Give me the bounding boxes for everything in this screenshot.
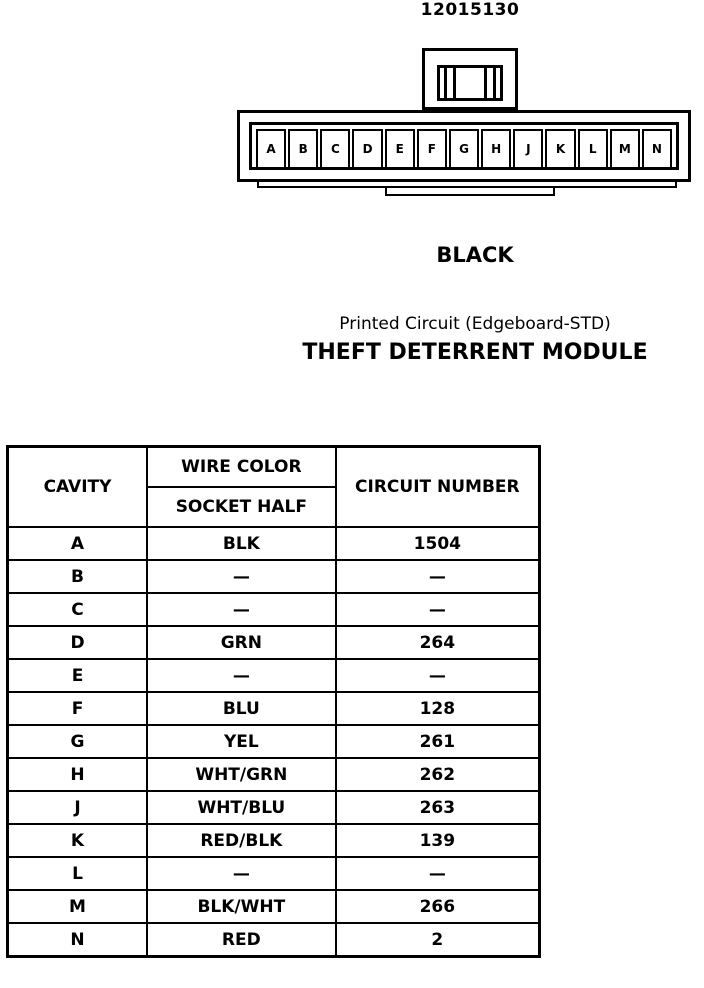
table-row bbox=[8, 758, 540, 791]
circuit-number-cell: 139 bbox=[336, 824, 540, 857]
wire-color-cell: — bbox=[147, 659, 336, 692]
wire-color-cell: WHT/GRN bbox=[147, 758, 336, 791]
table-row bbox=[8, 923, 540, 957]
circuit-number-cell: — bbox=[336, 857, 540, 890]
table-row bbox=[8, 824, 540, 857]
cavity-cell: E bbox=[8, 659, 148, 692]
header-cavity: CAVITY bbox=[8, 447, 148, 528]
cavity-label: N bbox=[642, 129, 672, 169]
cavity-label: B bbox=[288, 129, 318, 169]
circuit-number-cell: 262 bbox=[336, 758, 540, 791]
circuit-number-cell: 2 bbox=[336, 923, 540, 957]
connector-lock-tab bbox=[422, 48, 518, 110]
cavity-cell: D bbox=[8, 626, 148, 659]
cavity-label: G bbox=[449, 129, 479, 169]
circuit-number-cell: 1504 bbox=[336, 527, 540, 560]
component-title: THEFT DETERRENT MODULE bbox=[302, 340, 648, 365]
cavity-cell: B bbox=[8, 560, 148, 593]
table-row bbox=[8, 725, 540, 758]
wire-color-cell: — bbox=[147, 593, 336, 626]
table-row bbox=[8, 890, 540, 923]
table-row bbox=[8, 527, 540, 560]
header-row bbox=[8, 447, 540, 488]
cavity-cell: L bbox=[8, 857, 148, 890]
part-number: 12015130 bbox=[420, 0, 520, 20]
wire-color-cell: GRN bbox=[147, 626, 336, 659]
circuit-number-cell: — bbox=[336, 560, 540, 593]
cavity-cell: F bbox=[8, 692, 148, 725]
cavity-label: C bbox=[320, 129, 350, 169]
header-socket-half: SOCKET HALF bbox=[147, 487, 336, 527]
circuit-number-cell: 264 bbox=[336, 626, 540, 659]
cavity-label: H bbox=[481, 129, 511, 169]
table-row bbox=[8, 857, 540, 890]
circuit-number-cell: 261 bbox=[336, 725, 540, 758]
wire-color-cell: YEL bbox=[147, 725, 336, 758]
circuit-number-cell: — bbox=[336, 593, 540, 626]
cavity-label: K bbox=[545, 129, 575, 169]
cavity-cell: M bbox=[8, 890, 148, 923]
table-row bbox=[8, 791, 540, 824]
header-circuit-number: CIRCUIT NUMBER bbox=[336, 447, 540, 528]
cavity-label: L bbox=[578, 129, 608, 169]
wire-color-cell: BLK bbox=[147, 527, 336, 560]
table-row bbox=[8, 692, 540, 725]
pinout-table bbox=[6, 445, 541, 958]
cavity-cell: J bbox=[8, 791, 148, 824]
cavity-cell: G bbox=[8, 725, 148, 758]
cavity-label: F bbox=[417, 129, 447, 169]
table-row bbox=[8, 593, 540, 626]
wire-color-cell: — bbox=[147, 560, 336, 593]
cavity-row bbox=[256, 129, 672, 169]
cavity-label: E bbox=[385, 129, 415, 169]
wire-color-cell: RED/BLK bbox=[147, 824, 336, 857]
connector-color: BLACK bbox=[436, 243, 514, 267]
table-row bbox=[8, 560, 540, 593]
wire-color-cell: — bbox=[147, 857, 336, 890]
circuit-number-cell: 263 bbox=[336, 791, 540, 824]
cavity-label: M bbox=[610, 129, 640, 169]
wire-color-cell: RED bbox=[147, 923, 336, 957]
connector-subtitle: Printed Circuit (Edgeboard-STD) bbox=[339, 314, 611, 334]
cavity-cell: K bbox=[8, 824, 148, 857]
cavity-label: J bbox=[513, 129, 543, 169]
table-row bbox=[8, 659, 540, 692]
header-wire-color: WIRE COLOR bbox=[147, 447, 336, 488]
cavity-label: A bbox=[256, 129, 286, 169]
wire-color-cell: WHT/BLU bbox=[147, 791, 336, 824]
circuit-number-cell: 266 bbox=[336, 890, 540, 923]
circuit-number-cell: — bbox=[336, 659, 540, 692]
connector-diagram bbox=[237, 48, 697, 200]
wire-color-cell: BLK/WHT bbox=[147, 890, 336, 923]
circuit-number-cell: 128 bbox=[336, 692, 540, 725]
cavity-cell: H bbox=[8, 758, 148, 791]
cavity-label: D bbox=[352, 129, 382, 169]
cavity-cell: N bbox=[8, 923, 148, 957]
connector-body bbox=[237, 110, 691, 182]
table-row bbox=[8, 626, 540, 659]
cavity-cell: C bbox=[8, 593, 148, 626]
wire-color-cell: BLU bbox=[147, 692, 336, 725]
cavity-cell: A bbox=[8, 527, 148, 560]
